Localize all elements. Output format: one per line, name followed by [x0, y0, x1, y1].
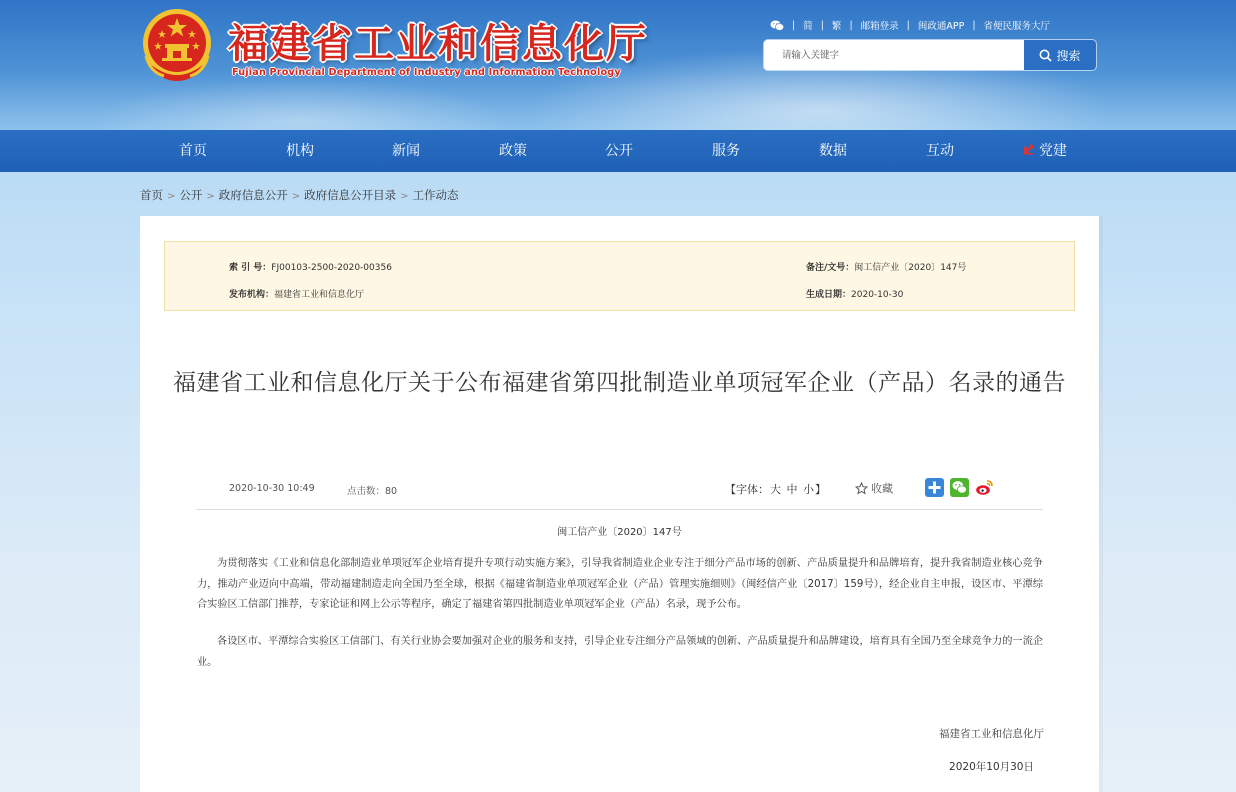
party-emblem-icon	[1021, 142, 1036, 157]
toplink-separator: |	[906, 19, 910, 31]
site-header	[0, 0, 1236, 130]
meta-created-date-value: 2020-10-30	[851, 290, 904, 300]
article-card	[140, 216, 1099, 792]
share-plus-button[interactable]	[925, 478, 944, 497]
nav-item-data[interactable]: 数据	[819, 143, 847, 159]
meta-index-no	[229, 260, 392, 273]
meta-publisher-value: 福建省工业和信息化厅	[274, 290, 365, 300]
search-input[interactable]	[764, 40, 1024, 70]
meta-index-value: FJ00103-2500-2020-00356	[271, 263, 392, 273]
favorite-label: 收藏	[871, 482, 893, 495]
share-plus-icon	[925, 478, 944, 497]
meta-publisher	[229, 287, 364, 300]
toplink-separator: |	[792, 19, 796, 31]
meta-publisher-label: 发布机构：	[229, 290, 275, 300]
share-wechat-icon	[950, 478, 969, 497]
signature-date: 2020年10月30日	[949, 761, 1034, 773]
share-wechat-button[interactable]	[950, 478, 969, 497]
card-shadow	[1099, 216, 1103, 792]
nav-item-home[interactable]: 首页	[179, 143, 207, 159]
breadcrumb-separator: >	[291, 191, 301, 202]
meta-doc-number	[806, 260, 966, 273]
meta-created-date-label: 生成日期：	[806, 290, 852, 300]
publish-time: 2020-10-30 10:49	[229, 483, 315, 494]
article-doc-number: 闽工信产业〔2020〕147号	[557, 527, 682, 538]
article-paragraph-2: 各设区市、平潭综合实验区工信部门、有关行业协会要加强对企业的服务和支持，引导企业专注细分产品领域的创新、产品质量提升和品牌建设，培育具有全国乃至全球竞争力的一流企业。	[197, 636, 1043, 668]
signature-org: 福建省工业和信息化厅	[939, 728, 1044, 740]
article-paragraph-1: 为贯彻落实《工业和信息化部制造业单项冠军企业培育提升专项行动实施方案》，引导我省制造业企业专注于细分产品市场的创新、产品质量提升和品牌培育，提升我省制造业核心竞争力，推动产业迈向中高端，带动福建制造走向全国乃至全球，根据《福建省制造业单项冠军企业（产品）管理实施细则》（闽经信产业〔2017〕159号），经企业自主申报，设区市、平潭综合实验区工信部门推荐，专家论证和网上公示等程序，确定了福建省第四批制造业单项冠军企业（产品）名录，现予公布。	[197, 558, 1043, 610]
toplink-service-hall[interactable]: 省便民服务大厅	[983, 21, 1051, 32]
star-outline-icon	[855, 482, 868, 495]
nav-item-policy[interactable]: 政策	[499, 143, 527, 159]
site-title: 福建省工业和信息化厅	[228, 20, 648, 67]
toplink-separator: |	[820, 19, 824, 31]
top-links	[770, 18, 1050, 32]
nav-item-party-label: 党建	[1039, 143, 1067, 159]
doc-meta-box	[164, 241, 1075, 311]
toplink-separator: |	[972, 19, 976, 31]
nav-item-interaction[interactable]: 互动	[926, 143, 954, 159]
font-size-large[interactable]: 大	[770, 483, 781, 496]
breadcrumb-home[interactable]: 首页	[140, 188, 163, 202]
nav-item-news[interactable]: 新闻	[392, 143, 420, 159]
nav-item-services[interactable]: 服务	[712, 143, 740, 159]
article-title: 福建省工业和信息化厅关于公布福建省第四批制造业单项冠军企业（产品）名录的通告	[173, 370, 1066, 396]
toplink-mzt-app[interactable]: 闽政通APP	[917, 21, 965, 32]
breadcrumb-separator: >	[400, 191, 409, 202]
breadcrumb-gov-info-catalog[interactable]: 政府信息公开目录	[304, 188, 397, 202]
breadcrumb	[140, 187, 459, 203]
site-subtitle: Fujian Provincial Department of Industry and Information Technology	[232, 67, 621, 78]
toplink-mail-login[interactable]: 邮箱登录	[860, 21, 899, 32]
national-emblem-icon	[140, 6, 214, 84]
font-size-medium[interactable]: 中	[786, 483, 798, 496]
breadcrumb-separator: >	[167, 191, 176, 202]
search-button[interactable]	[1024, 40, 1096, 70]
title-divider	[196, 509, 1043, 510]
nav-item-public[interactable]: 公开	[605, 143, 633, 159]
search-box	[764, 40, 1096, 70]
font-size-prefix: 【字体：	[725, 483, 769, 496]
share-weibo-icon	[975, 478, 994, 497]
share-weibo-button[interactable]	[975, 478, 994, 497]
favorite-button[interactable]	[855, 480, 893, 496]
toplink-separator: |	[849, 19, 853, 31]
breadcrumb-work-news[interactable]: 工作动态	[412, 188, 459, 202]
meta-doc-number-value: 闽工信产业〔2020〕147号	[854, 263, 967, 273]
main-nav	[0, 130, 1236, 172]
nav-item-party[interactable]	[1021, 130, 1067, 172]
wechat-icon[interactable]	[770, 20, 784, 31]
breadcrumb-separator: >	[206, 191, 215, 202]
breadcrumb-gov-info[interactable]: 政府信息公开	[218, 188, 288, 202]
search-button-label: 搜索	[1056, 48, 1081, 63]
font-size-control	[725, 481, 826, 497]
click-count: 点击数：80	[347, 486, 398, 497]
meta-doc-number-label: 备注/文号：	[806, 263, 855, 273]
toplink-simplified[interactable]: 简	[803, 21, 813, 32]
search-icon	[1039, 49, 1052, 62]
font-size-small[interactable]: 小	[803, 483, 814, 496]
nav-item-organization[interactable]: 机构	[286, 143, 314, 159]
meta-created-date	[806, 287, 903, 300]
toplink-traditional[interactable]: 繁	[831, 21, 842, 32]
font-size-suffix: 】	[815, 483, 826, 496]
breadcrumb-public[interactable]: 公开	[179, 188, 203, 202]
meta-index-label: 索 引 号：	[229, 263, 272, 273]
